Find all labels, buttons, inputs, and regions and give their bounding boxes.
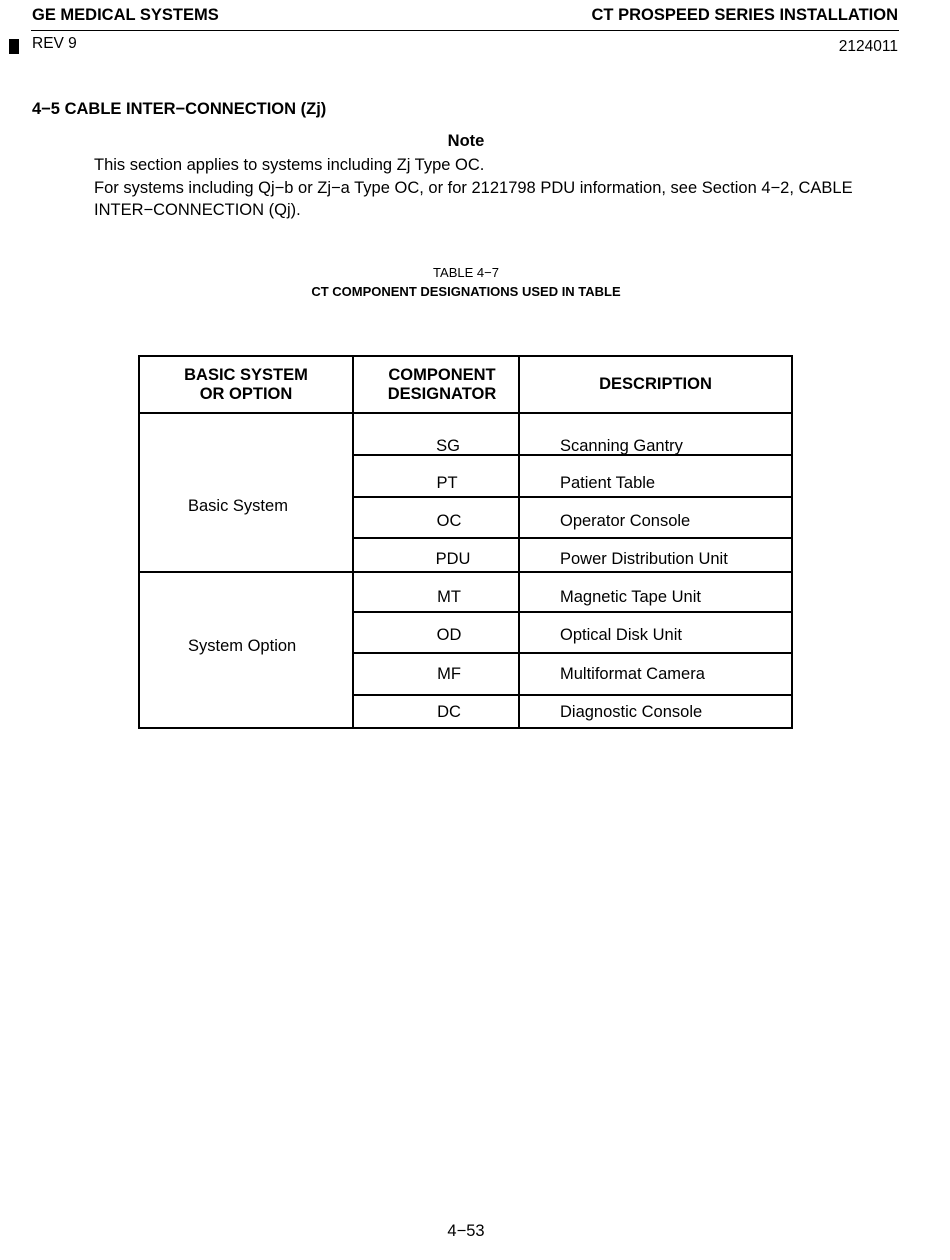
designator-cell: SG <box>436 437 460 455</box>
designator-cell: MF <box>437 665 461 683</box>
header-manual-title: CT PROSPEED SERIES INSTALLATION <box>591 6 898 24</box>
table-header-description: DESCRIPTION <box>599 375 712 393</box>
description-cell: Scanning Gantry <box>560 437 683 455</box>
note-line-1: This section applies to systems including Zj Type OC. <box>94 156 485 174</box>
group-label-option: System Option <box>188 637 297 655</box>
description-cell: Operator Console <box>560 512 691 530</box>
note-title: Note <box>447 132 485 150</box>
table-row-divider <box>352 537 793 539</box>
description-cell: Multiformat Camera <box>560 665 705 683</box>
header-company: GE MEDICAL SYSTEMS <box>32 6 219 24</box>
header-rule <box>31 30 899 31</box>
description-cell: Patient Table <box>560 474 656 492</box>
table-row-divider <box>352 652 793 654</box>
document-number: 2124011 <box>838 38 898 55</box>
header-system-line-2: OR OPTION <box>199 385 293 403</box>
table-group-divider <box>138 571 793 573</box>
designator-cell: PT <box>436 474 458 492</box>
table-header-designator <box>354 366 530 404</box>
description-cell: Magnetic Tape Unit <box>560 588 701 606</box>
page-number: 4−53 <box>447 1222 485 1240</box>
revision-bar <box>9 39 19 54</box>
table-caption: CT COMPONENT DESIGNATIONS USED IN TABLE <box>311 284 621 299</box>
table-header-system <box>140 366 352 404</box>
table-number: TABLE 4−7 <box>433 265 499 280</box>
table-row-divider <box>352 496 793 498</box>
table-row-divider <box>352 694 793 696</box>
table-border-bottom <box>138 727 793 729</box>
group-label-basic: Basic System <box>188 497 288 515</box>
description-cell: Diagnostic Console <box>560 703 703 721</box>
table-border-top <box>138 355 793 357</box>
header-system-line-1: BASIC SYSTEM <box>184 366 308 384</box>
description-cell: Optical Disk Unit <box>560 626 682 644</box>
note-body <box>94 154 894 222</box>
component-designations-table <box>138 355 793 729</box>
designator-cell: OD <box>436 626 462 644</box>
header-designator-line-1: COMPONENT <box>388 366 496 384</box>
designator-cell: DC <box>437 703 461 721</box>
section-title: 4−5 CABLE INTER−CONNECTION (Zj) <box>32 100 327 118</box>
designator-cell: OC <box>436 512 462 530</box>
designator-cell: MT <box>437 588 461 606</box>
revision-label: REV 9 <box>32 35 77 52</box>
note-line-2: For systems including Qj−b or Zj−a Type OC, or for 2121798 PDU information, see Section 4−2, CABLE INTER−CONNECTION (Qj). <box>94 178 853 219</box>
table-row-divider <box>352 611 793 613</box>
designator-cell: PDU <box>435 550 471 568</box>
description-cell: Power Distribution Unit <box>560 550 728 568</box>
header-designator-line-2: DESIGNATOR <box>387 385 497 403</box>
table-header-divider <box>138 412 793 414</box>
